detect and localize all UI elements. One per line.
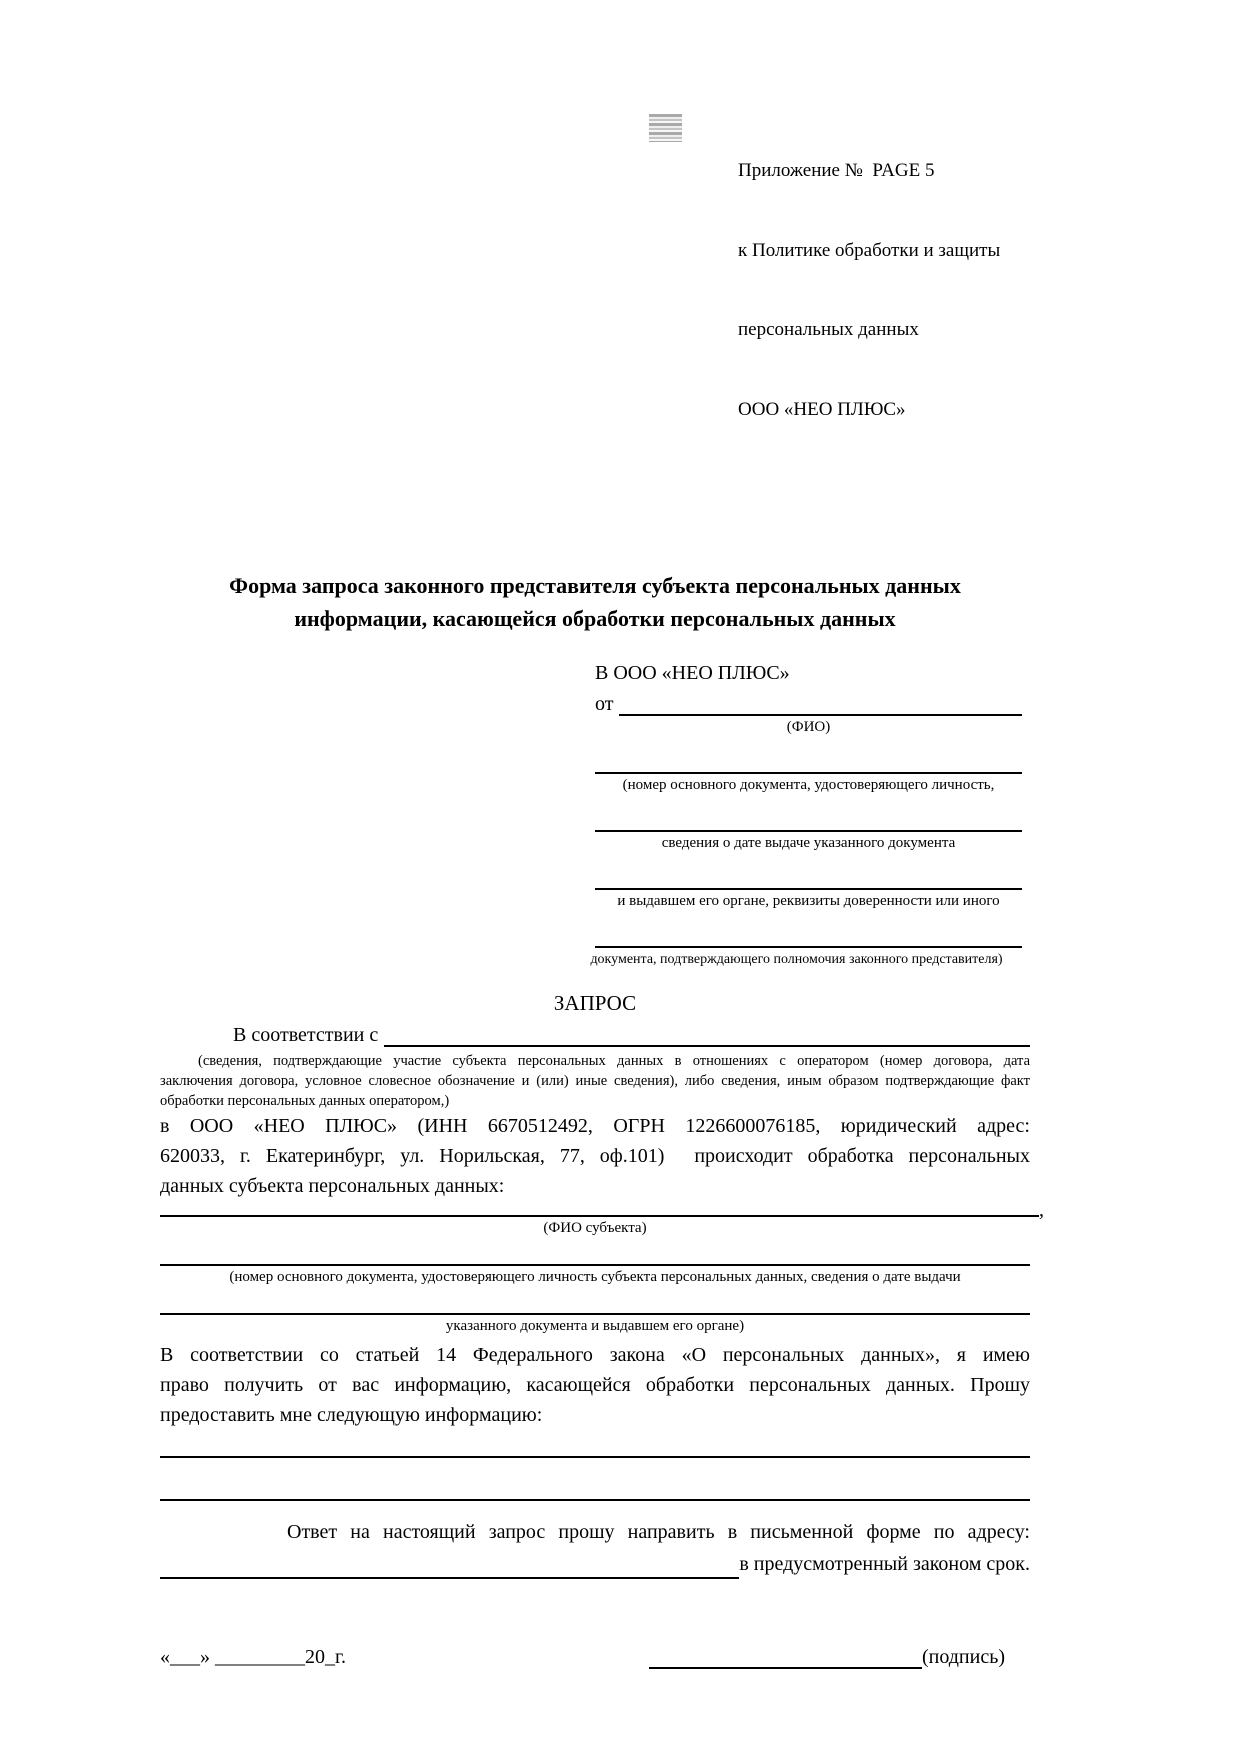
- recipient-block: [590, 661, 1022, 968]
- form-title: [160, 569, 1030, 635]
- representative-doc-caption-3: и выдавшем его органе, реквизиты доверенности или иного: [617, 893, 1000, 909]
- from-label: от: [595, 693, 614, 715]
- from-row: [595, 693, 1022, 716]
- representative-fio-caption: (ФИО): [786, 719, 831, 735]
- footer-row: [160, 1645, 1030, 1669]
- answer-suffix: в предусмотренный законом срок.: [739, 1553, 1030, 1575]
- signature-group: [649, 1645, 1005, 1669]
- representative-doc-blank-line-2: [595, 794, 1022, 832]
- representative-doc-blank-line-3: [595, 852, 1022, 890]
- subject-doc-blank-line-1: [160, 1237, 1030, 1266]
- paragraph-line: в ООО «НЕО ПЛЮС» (ИНН 6670512492, ОГРН 1226600076185, юридический адрес:: [160, 1115, 1030, 1137]
- signature-blank-line: [649, 1647, 922, 1669]
- accordance-note: [160, 1051, 1030, 1111]
- requested-info-blank-line-1: [160, 1456, 1030, 1458]
- requested-info-blank-line-2: [160, 1499, 1030, 1501]
- subject-doc-caption-1: (номер основного документа, удостоверяющего личность субъекта персональных данных, сведения о дате выдачи: [229, 1269, 961, 1285]
- subject-fio-row: [160, 1199, 1044, 1221]
- paragraph-line: предоставить мне следующую информацию:: [160, 1404, 543, 1426]
- appendix-line-2: к Политике обработки и защиты: [738, 239, 1001, 261]
- representative-doc-caption-4: документа, подтверждающего полномочия законного представителя): [590, 952, 1003, 967]
- representative-fio-blank-line: [619, 694, 1022, 716]
- subject-fio-comma: ,: [1039, 1199, 1044, 1221]
- recipient-to-line: В ООО «НЕО ПЛЮС»: [595, 662, 790, 684]
- answer-request-line: Ответ на настоящий запрос прошу направить в письменной форме по адресу:: [287, 1521, 1030, 1543]
- appendix-line-4: ООО «НЕО ПЛЮС»: [738, 398, 906, 420]
- note-line: (сведения, подтверждающие участие субъекта персональных данных в отношениях с оператором (номер договора, дата: [198, 1053, 1030, 1069]
- form-title-line-2: информации, касающейся обработки персональных данных: [294, 606, 896, 631]
- paragraph-line: 620033, г. Екатеринбург, ул. Норильская, 77, оф.101) происходит обработка персональных: [160, 1145, 1030, 1167]
- operator-paragraph: [160, 1111, 1030, 1201]
- subject-fio-blank-line: [160, 1201, 1039, 1217]
- appendix-line-3: персональных данных: [738, 319, 919, 340]
- subject-fio-caption: (ФИО субъекта): [543, 1220, 647, 1236]
- representative-doc-blank-line-1: [595, 736, 1022, 774]
- subject-doc-blank-line-2: [160, 1286, 1030, 1315]
- paragraph-line: данных субъекта персональных данных:: [160, 1175, 505, 1197]
- subject-doc-caption-2: указанного документа и выдавшем его органе): [445, 1318, 745, 1334]
- paragraph-line: право получить от вас информацию, касающейся обработки персональных данных. Прошу: [160, 1374, 1030, 1396]
- appendix-line-1: Приложение № PAGE 5: [738, 160, 935, 181]
- law-paragraph: [160, 1340, 1030, 1430]
- note-line: заключения договора, условное словесное обозначение и (или) иные сведения), либо сведения, иным образом подтверждающие факт: [160, 1073, 1030, 1089]
- appendix-note: [738, 0, 1030, 476]
- request-heading: ЗАПРОС: [553, 991, 637, 1015]
- form-title-line-1: Форма запроса законного представителя субъекта персональных данных: [229, 573, 961, 598]
- accordance-label: В соответствии с: [233, 1024, 379, 1046]
- note-line: обработки персональных данных оператором,): [160, 1093, 450, 1109]
- accordance-blank-line: [384, 1025, 1030, 1047]
- representative-doc-caption-1: (номер основного документа, удостоверяющего личность,: [622, 777, 995, 793]
- embedded-object-marker-icon: [649, 114, 682, 142]
- answer-address-blank-line: [160, 1553, 739, 1579]
- accordance-row: [160, 1024, 1030, 1047]
- date-line: «___» _________20_г.: [160, 1646, 346, 1668]
- paragraph-line: В соответствии со статьей 14 Федерального закона «О персональных данных», я имею: [160, 1344, 1030, 1366]
- signature-caption: (подпись): [921, 1646, 1005, 1668]
- representative-doc-blank-line-4: [595, 910, 1022, 948]
- answer-address-row: [160, 1549, 1030, 1579]
- representative-doc-caption-2: сведения о дате выдаче указанного документа: [661, 835, 956, 851]
